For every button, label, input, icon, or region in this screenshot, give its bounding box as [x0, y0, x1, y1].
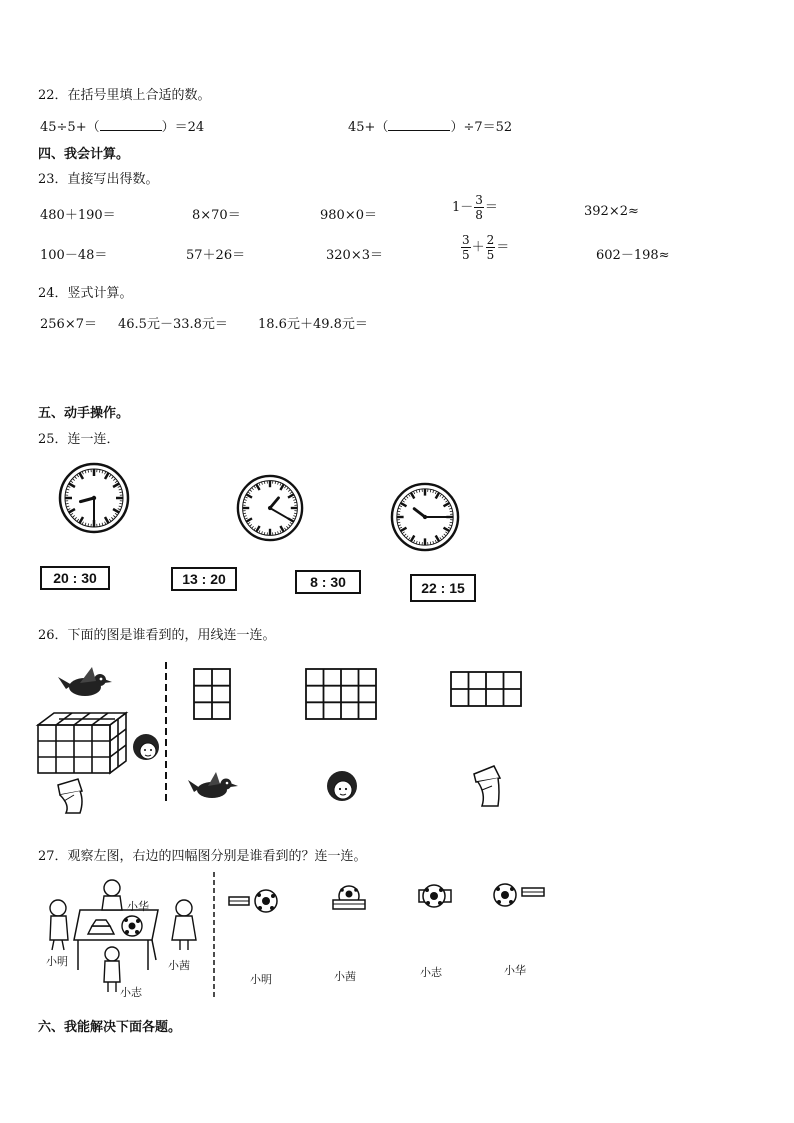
box-icon: [88, 920, 114, 934]
q23-r2-fraction-expr: $\frac{3}{5}$ ＋ $\frac{2}{5}$ ＝: [462, 233, 510, 262]
q22-blank-2[interactable]: [388, 118, 450, 131]
view-option-2: [332, 884, 366, 914]
section-4-title: 四、我会计算。: [38, 147, 130, 162]
dashed-divider-2: [212, 872, 216, 1000]
q23-r2-item4: 602－198≈: [596, 248, 670, 263]
person-xiaozhi-icon: [104, 947, 120, 992]
fraction: $\frac{3}{5}$: [462, 233, 470, 262]
scene-label-xiaozhi: 小志: [120, 986, 142, 999]
q23-r2-item2: 57＋26＝: [186, 248, 246, 263]
view-grid-2x3: [193, 668, 231, 720]
answer-label-3: 小志: [420, 966, 442, 979]
time-card-3[interactable]: 8 : 30: [295, 570, 361, 594]
clock-center: [423, 515, 427, 519]
section-6-title: 六、我能解决下面各题。: [38, 1020, 182, 1035]
soccer-ball-icon: [423, 885, 445, 907]
clock-center: [92, 496, 96, 500]
q23-r2-item1: 100－48＝: [40, 248, 108, 263]
q22-eq2-left: 45+（: [348, 120, 389, 135]
q25-title: 25．连一连．: [38, 432, 120, 447]
dashed-divider: [164, 662, 168, 802]
clock-center: [268, 506, 272, 510]
q27-title: 27．观察左图，右边的四幅图分别是谁看到的？连一连。: [38, 849, 367, 864]
cube-stack-icon: [38, 713, 126, 773]
q24-item2: 46.5元－33.8元＝: [118, 317, 228, 332]
person-xiqian-icon: [172, 900, 196, 950]
scene-label-xiaohua: 小华: [127, 900, 149, 913]
fraction: $\frac{3}{8}$: [475, 193, 483, 222]
q22-blank-1[interactable]: [100, 118, 162, 131]
q23-r1-item2: 8×70＝: [192, 208, 241, 223]
q22-eq2-right: ）÷7＝52: [450, 120, 513, 135]
view-grid-4x3: [305, 668, 377, 720]
boy-with-hat-icon: [58, 779, 82, 813]
q24-item3: 18.6元＋49.8元＝: [258, 317, 368, 332]
view-option-1: [228, 888, 280, 914]
view-option-4: [492, 882, 548, 908]
person-xiaohua-icon: [102, 880, 122, 910]
section-5-title: 五、动手操作。: [38, 406, 130, 421]
clock-face-2: [236, 474, 304, 542]
answer-label-2: 小茜: [334, 970, 356, 983]
answer-label-1: 小明: [250, 973, 272, 986]
bird-icon: [58, 667, 112, 696]
q22-equation-1: [40, 116, 204, 135]
scene-label-xiaoming: 小明: [46, 955, 68, 968]
time-card-2[interactable]: 13 : 20: [171, 567, 237, 591]
fraction: $\frac{2}{5}$: [486, 233, 495, 262]
q22-equation-2: [348, 116, 512, 135]
clock-face-1: [58, 462, 130, 534]
q27-scene: [40, 870, 210, 1000]
answer-bird-icon: [186, 770, 242, 806]
q23-title: 23．直接写出得数。: [38, 172, 159, 187]
q23-r1-fraction-expr: [452, 193, 498, 222]
person-xiaoming-icon: [50, 900, 68, 950]
q23-r1-frac-suffix: ＝: [484, 200, 498, 215]
answer-girl-face-icon: [322, 768, 362, 808]
soccer-ball-icon: [494, 884, 516, 906]
answer-label-4: 小华: [504, 964, 526, 977]
view-grid-4x2: [450, 671, 522, 707]
q23-r1-item3: 980×0＝: [320, 208, 377, 223]
q26-title: 26．下面的图是谁看到的，用线连一连。: [38, 628, 276, 643]
q23-r1-item4: 392×2≈: [584, 204, 639, 219]
q26-scene: [30, 655, 180, 815]
q23-r1-frac-prefix: 1－: [452, 200, 474, 215]
q24-item1: 256×7＝: [40, 317, 97, 332]
q22-eq1-right: ）＝24: [161, 120, 205, 135]
soccer-ball-icon: [255, 890, 277, 912]
q22-eq1-left: 45÷5+（: [40, 120, 100, 135]
scene-label-xiqian: 小茜: [168, 959, 190, 972]
q22-title: 22．在括号里填上合适的数。: [38, 88, 211, 103]
q24-title: 24．竖式计算。: [38, 286, 133, 301]
girl-face-icon: [133, 734, 159, 760]
time-card-4[interactable]: 22 : 15: [410, 574, 476, 602]
soccer-ball-icon: [122, 916, 142, 936]
view-option-3: [418, 882, 452, 910]
q23-r1-item1: 480＋190＝: [40, 208, 116, 223]
q23-r2-item3: 320×3＝: [326, 248, 383, 263]
time-card-1[interactable]: 20 : 30: [40, 566, 110, 590]
answer-boy-with-hat-icon: [470, 764, 506, 808]
clock-face-3: [390, 482, 460, 552]
